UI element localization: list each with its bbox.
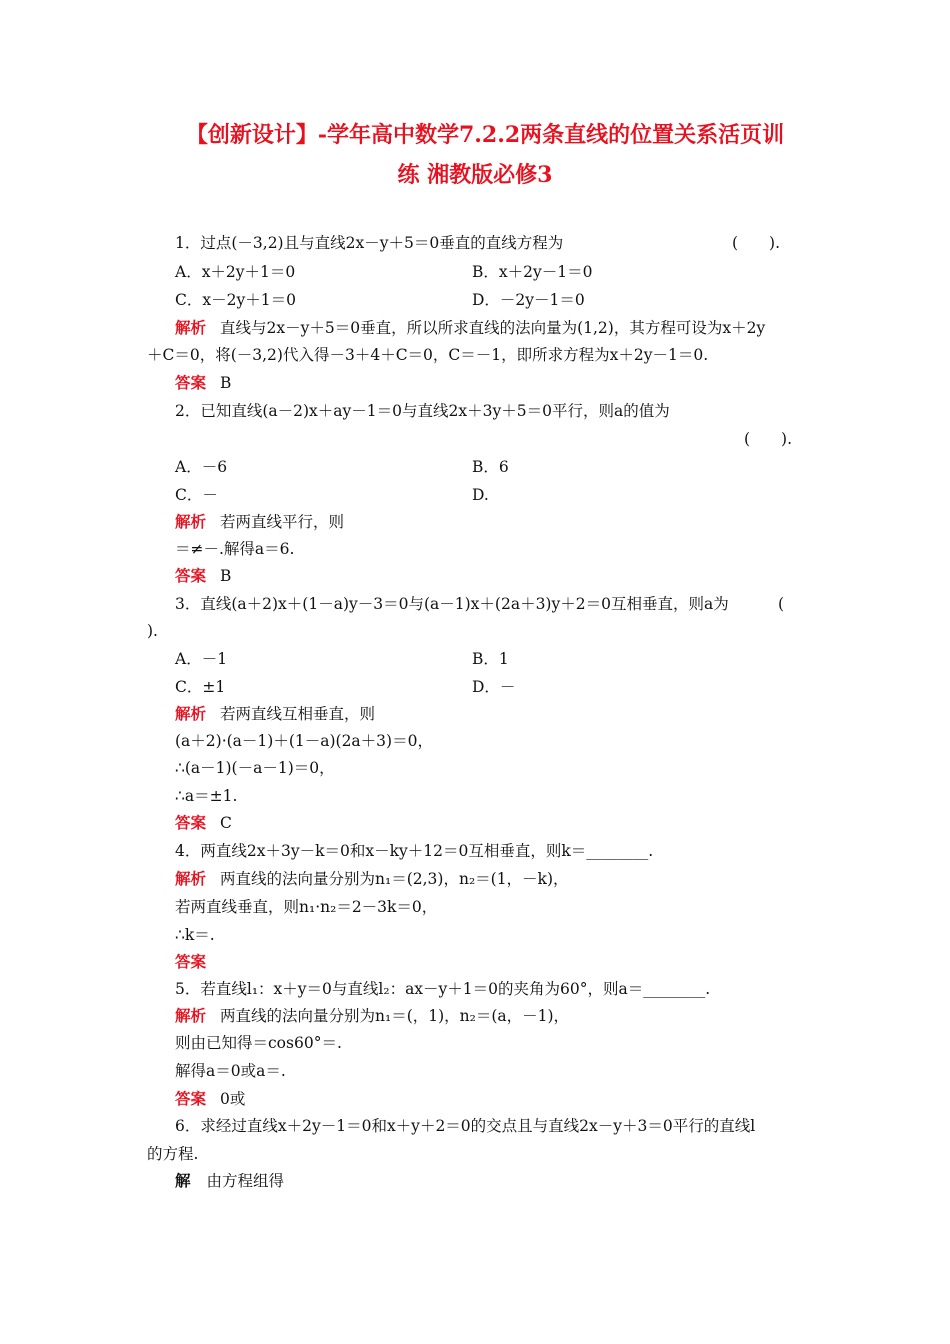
q3-solution-line3: ∴(a－1)(－a－1)＝0， — [175, 759, 335, 777]
q2-option-b: B．6 — [472, 458, 509, 476]
q1-option-b: B．x＋2y－1＝0 — [472, 263, 593, 281]
q3-solution-line2: (a＋2)·(a－1)＋(1－a)(2a＋3)＝0， — [175, 732, 433, 750]
answer-label: 答案 — [175, 373, 207, 392]
q3-solution-line4: ∴a＝±1. — [175, 787, 238, 805]
q2-answer: 答案 B — [175, 566, 232, 585]
q1-answer: 答案 B — [175, 373, 232, 392]
document-title-line1: 【创新设计】-学年高中数学7.2.2两条直线的位置关系活页训 — [185, 122, 785, 148]
q4-solution-line1: 解析 两直线的法向量分别为n₁＝(2,3)，n₂＝(1，－k)， — [175, 869, 569, 888]
answer-label: 答案 — [175, 566, 207, 585]
q2-option-a: A．－6 — [175, 458, 228, 476]
q4-solution-line2: 若两直线垂直，则n₁·n₂＝2－3k＝0， — [175, 898, 438, 916]
solution-label: 解析 — [175, 704, 207, 723]
q4-solution-line3: ∴k＝. — [175, 926, 215, 944]
q3-paren-open: ( — [778, 595, 785, 613]
solution-label: 解析 — [175, 1006, 207, 1025]
q5-solution-line2: 则由已知得＝cos60°＝. — [175, 1034, 342, 1052]
answer-label: 答案 — [175, 813, 207, 832]
q3-option-b: B．1 — [472, 650, 509, 668]
q2-option-d: D. — [472, 486, 489, 504]
q1-option-d: D．－2y－1＝0 — [472, 291, 585, 309]
document-title-line2: 练 湘教版必修3 — [397, 162, 553, 188]
q1-answer-paren: ( ). — [732, 234, 781, 252]
q4-stem: 4．两直线2x＋3y－k＝0和x－ky＋12＝0互相垂直，则k＝________. — [175, 842, 654, 860]
q4-answer — [175, 951, 220, 973]
q6-stem-line2: 的方程. — [147, 1145, 199, 1163]
q2-stem: 2．已知直线(a－2)x＋ay－1＝0与直线2x＋3y＋5＝0平行，则a的值为 — [175, 402, 670, 420]
q6-solution-label: 解 — [175, 1171, 191, 1190]
q2-answer-paren: ( ). — [744, 430, 793, 448]
q1-option-a: A．x＋2y＋1＝0 — [175, 263, 296, 281]
solution-label: 解析 — [175, 512, 207, 531]
q5-stem: 5．若直线l₁：x＋y＝0与直线l₂：ax－y＋1＝0的夹角为60°，则a＝________. — [175, 980, 711, 998]
q3-solution-line1: 解析 若两直线互相垂直，则 — [175, 704, 376, 723]
q6-stem-line1: 6．求经过直线x＋2y－1＝0和x＋y＋2＝0的交点且与直线2x－y＋3＝0平行的直线l — [175, 1117, 756, 1135]
q3-option-a: A．－1 — [175, 650, 228, 668]
q5-solution-line3: 解得a＝0或a＝. — [175, 1062, 286, 1080]
q2-option-c: C．－ — [175, 486, 218, 504]
q3-answer: 答案 C — [175, 813, 232, 832]
solution-label: 解析 — [175, 318, 207, 337]
q5-solution-line1: 解析 两直线的法向量分别为n₁＝(，1)，n₂＝(a，－1)， — [175, 1006, 570, 1025]
solution-label: 解析 — [175, 869, 207, 888]
q3-paren-close: ). — [147, 622, 158, 640]
q6-solution-line1: 解 由方程组得 — [175, 1171, 285, 1190]
q1-solution-line2: ＋C＝0，将(－3,2)代入得－3＋4＋C＝0，C＝－1，即所求方程为x＋2y－1＝0. — [147, 346, 709, 364]
q2-solution-line1: 解析 若两直线平行，则 — [175, 512, 345, 531]
q1-option-c: C．x－2y＋1＝0 — [175, 291, 296, 309]
q3-stem: 3．直线(a＋2)x＋(1－a)y－3＝0与(a－1)x＋(2a＋3)y＋2＝0互相垂直，则a为 — [175, 595, 729, 613]
q1-stem: 1．过点(－3,2)且与直线2x－y＋5＝0垂直的直线方程为 — [175, 234, 564, 252]
q3-option-c: C．±1 — [175, 678, 226, 696]
q2-solution-line2: ＝≠－.解得a＝6. — [175, 540, 295, 558]
answer-label: 答案 — [175, 952, 207, 971]
q5-answer: 答案 0或 — [175, 1089, 246, 1108]
q1-solution-line1: 解析 直线与2x－y＋5＝0垂直，所以所求直线的法向量为(1,2)，其方程可设为x＋2y — [175, 318, 766, 337]
q3-option-d: D．－ — [472, 678, 516, 696]
answer-label: 答案 — [175, 1089, 207, 1108]
